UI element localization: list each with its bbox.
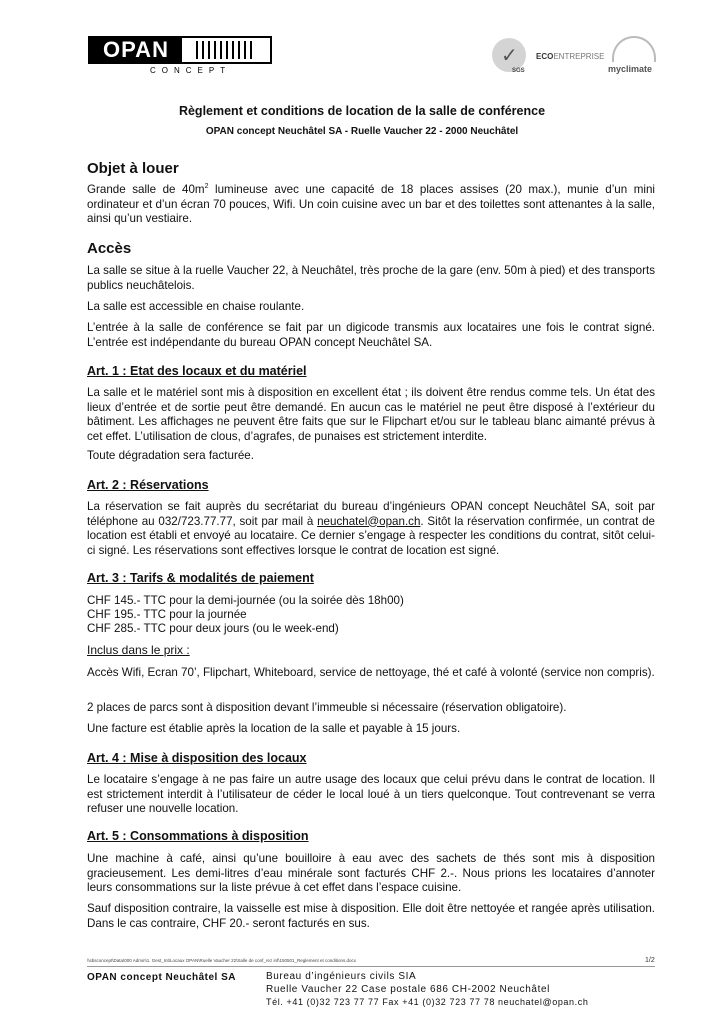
price-two-days: CHF 285.- TTC pour deux jours (ou le week-end) bbox=[87, 622, 339, 635]
myclimate-logo: myclimate bbox=[608, 64, 653, 74]
paragraph-art3-3: Une facture est établie après la location de la salle et payable à 15 jours. bbox=[87, 722, 461, 735]
heading-art2: Art. 2 : Réservations bbox=[87, 478, 209, 492]
paragraph-art1-1: La salle et le matériel sont mis à disposition en excellent état ; ils doivent être rendus comme tels. Un état des lieux d’entrée et de sortie peut être demandé. En aucun cas le matériel ne peut être disposé à l’extérieur du bâtiment. Les affichages ne peuvent être faits que sur le Flipchart et/ou sur le tableau blanc aimanté prévus à cet effet. L’utilisation de clous, d’agrafes, de punaises est strictement interdite. bbox=[87, 386, 655, 443]
heading-art4: Art. 4 : Mise à disposition des locaux bbox=[87, 751, 307, 765]
paragraph-objet: Grande salle de $40m^2$ lumineuse avec une capacité de 18 places assises (20 max.), munie d’un mini ordinateur et d’un écran 70 pouces, Wifi. Un coin cuisine avec un bar et des toilettes sont attenantes à la salle, ainsi qu’un vestiaire. bbox=[87, 183, 655, 225]
paragraph-art3-1: Accès Wifi, Ecran 70’, Flipchart, Whiteboard, service de nettoyage, thé et café à volonté (service non compris). bbox=[87, 666, 655, 679]
footer-divider bbox=[87, 966, 655, 967]
paragraph-art3-2: 2 places de parcs sont à disposition devant l’immeuble si nécessaire (réservation obligatoire). bbox=[87, 701, 567, 714]
paragraph-art5-2: Sauf disposition contraire, la vaisselle est mise à disposition. Elle doit être nettoyée et rangée après utilisation. Dans le cas contraire, CHF 20.- seront facturés en sus. bbox=[87, 902, 655, 930]
paragraph-art4: Le locataire s’engage à ne pas faire un autre usage des locaux que celui prévu dans le contrat de location. Il est strictement interdit à l’utilisateur de céder le local loué à un tiers quelconque. Tout contrevenant se verra refuser une nouvelle location. bbox=[87, 773, 655, 815]
heading-acces: Accès bbox=[87, 240, 132, 257]
footer-line-2: Ruelle Vaucher 22 Case postale 686 CH-2002 Neuchâtel bbox=[266, 984, 550, 995]
heading-inclus: Inclus dans le prix : bbox=[87, 643, 190, 657]
company-logo bbox=[88, 36, 272, 64]
paragraph-acces-1: La salle se situe à la ruelle Vaucher 22, à Neuchâtel, très proche de la gare (env. 50m à pied) et des transports publics neuchâtelois. bbox=[87, 264, 655, 292]
logo-subtitle: CONCEPT bbox=[150, 66, 232, 75]
logo-wordmark: OPAN bbox=[90, 38, 182, 62]
heading-art1: Art. 1 : Etat des locaux et du matériel bbox=[87, 364, 307, 378]
paragraph-art1-2: Toute dégradation sera facturée. bbox=[87, 449, 254, 462]
myclimate-ring-icon bbox=[612, 36, 656, 62]
sgs-certification-icon bbox=[492, 38, 526, 72]
paragraph-acces-3: L’entrée à la salle de conférence se fait par un digicode transmis aux locataires une fois le contrat signé. L’entrée est indépendante du bureau OPAN concept Neuchâtel SA. bbox=[87, 321, 655, 349]
page-number: 1/2 bbox=[645, 957, 655, 964]
footer-line-3: Tél. +41 (0)32 723 77 77 Fax +41 (0)32 723 77 78 neuchatel@opan.ch bbox=[266, 997, 589, 1007]
email-link[interactable]: neuchatel@opan.ch bbox=[317, 514, 421, 528]
document-subtitle: OPAN concept Neuchâtel SA - Ruelle Vaucher 22 - 2000 Neuchâtel bbox=[205, 126, 519, 137]
footer-line-1: Bureau d’ingénieurs civils SIA bbox=[266, 971, 417, 982]
heading-objet: Objet à louer bbox=[87, 160, 179, 177]
document-title: Règlement et conditions de location de la salle de conférence bbox=[178, 104, 546, 118]
price-half-day: CHF 145.- TTC pour la demi-journée (ou la soirée dès 18h00) bbox=[87, 594, 404, 607]
heading-art5: Art. 5 : Consommations à disposition bbox=[87, 829, 309, 843]
footer-file-path: \\sbsconcept\Data\000 Admin\1. Gest_Int\Locaux OPAN\Ruelle Vaucher 22\Salle de conf_rez inf\150501_Reglement et conditions.docx bbox=[87, 958, 356, 963]
paragraph-acces-2: La salle est accessible en chaise roulante. bbox=[87, 300, 305, 313]
paragraph-art2: La réservation se fait auprès du secrétariat du bureau d’ingénieurs OPAN concept Neuchâtel SA, soit par téléphone au 032/723.77.77, soit par mail à neuchatel@opan.ch. Sitôt la réservation confirmée, un contrat de location est établi et envoyé au locataire. Ce dernier s’engage à respecter les conditions du contrat, sitôt celui-ci signé. Les réservations sont effectives lorsque le contrat de location est signé. bbox=[87, 500, 655, 557]
price-day: CHF 195.- TTC pour la journée bbox=[87, 608, 247, 621]
heading-art3: Art. 3 : Tarifs & modalités de paiement bbox=[87, 571, 314, 585]
ecoentreprise-logo: ECOENTREPRISE bbox=[536, 52, 605, 61]
paragraph-art5-1: Une machine à café, ainsi qu’une bouilloire à eau avec des sachets de thés sont mis à disposition gracieusement. Les demi-litres d’eau minérale sont facturés CHF 2.-. Nous prions les locataires d’annoter leurs consommations sur la liste prévue à cet effet dans l’espace cuisine. bbox=[87, 852, 655, 894]
check-icon: ✓ bbox=[501, 45, 518, 67]
sgs-label: SGS bbox=[512, 68, 525, 74]
logo-barcode bbox=[196, 41, 260, 59]
footer-company: OPAN concept Neuchâtel SA bbox=[87, 972, 237, 983]
